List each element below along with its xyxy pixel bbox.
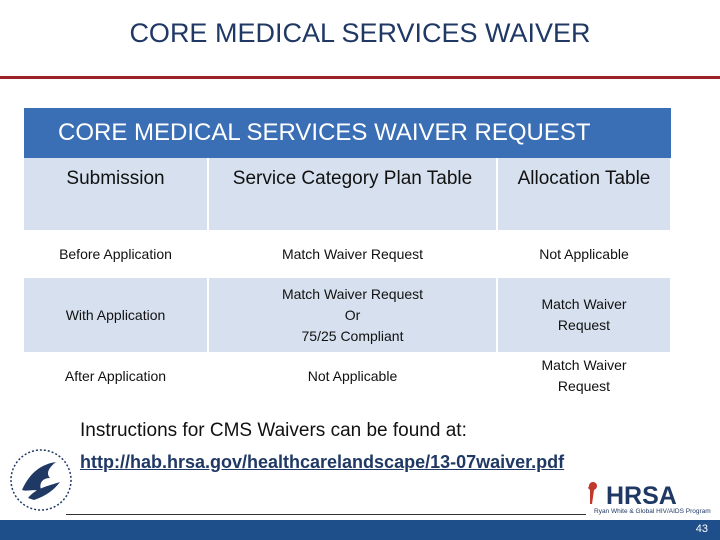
table-row: [24, 352, 671, 400]
table-cell: Not Applicable: [208, 352, 497, 400]
page-title: CORE MEDICAL SERVICES WAIVER: [129, 18, 591, 48]
table-cell: Match Waiver Request: [208, 230, 497, 278]
table-cell: Match Waiver Request: [497, 278, 671, 352]
table-cell: Match Waiver Request Or 75/25 Compliant: [208, 278, 497, 352]
table-cell: After Application: [24, 352, 208, 400]
header-submission: Submission: [24, 158, 208, 230]
table-row: [24, 230, 671, 278]
footer-rule: [66, 514, 586, 515]
hrsa-logo: [582, 478, 714, 516]
waiver-pdf-link[interactable]: http://hab.hrsa.gov/healthcarelandscape/13-07waiver.pdf: [80, 452, 565, 472]
table-cell: Match Waiver Request: [497, 352, 671, 400]
header-service-category: Service Category Plan Table: [208, 158, 497, 230]
hhs-eagle-logo: [8, 442, 74, 518]
hrsa-logo-tagline: Ryan White & Global HIV/AIDS Program: [594, 508, 711, 515]
table-cell: Before Application: [24, 230, 208, 278]
header-allocation: Allocation Table: [497, 158, 671, 230]
table-cell: Not Applicable: [497, 230, 671, 278]
footer-bar: [0, 520, 720, 540]
waiver-table: [24, 108, 672, 400]
hrsa-logo-text: HRSA: [606, 482, 677, 510]
page-number: 43: [695, 523, 708, 535]
table-banner: CORE MEDICAL SERVICES WAIVER REQUEST: [24, 108, 671, 158]
table-cell: With Application: [24, 278, 208, 352]
instructions-text: Instructions for CMS Waivers can be found at:: [80, 420, 467, 441]
title-divider: [0, 76, 720, 79]
table-row: [24, 278, 671, 352]
